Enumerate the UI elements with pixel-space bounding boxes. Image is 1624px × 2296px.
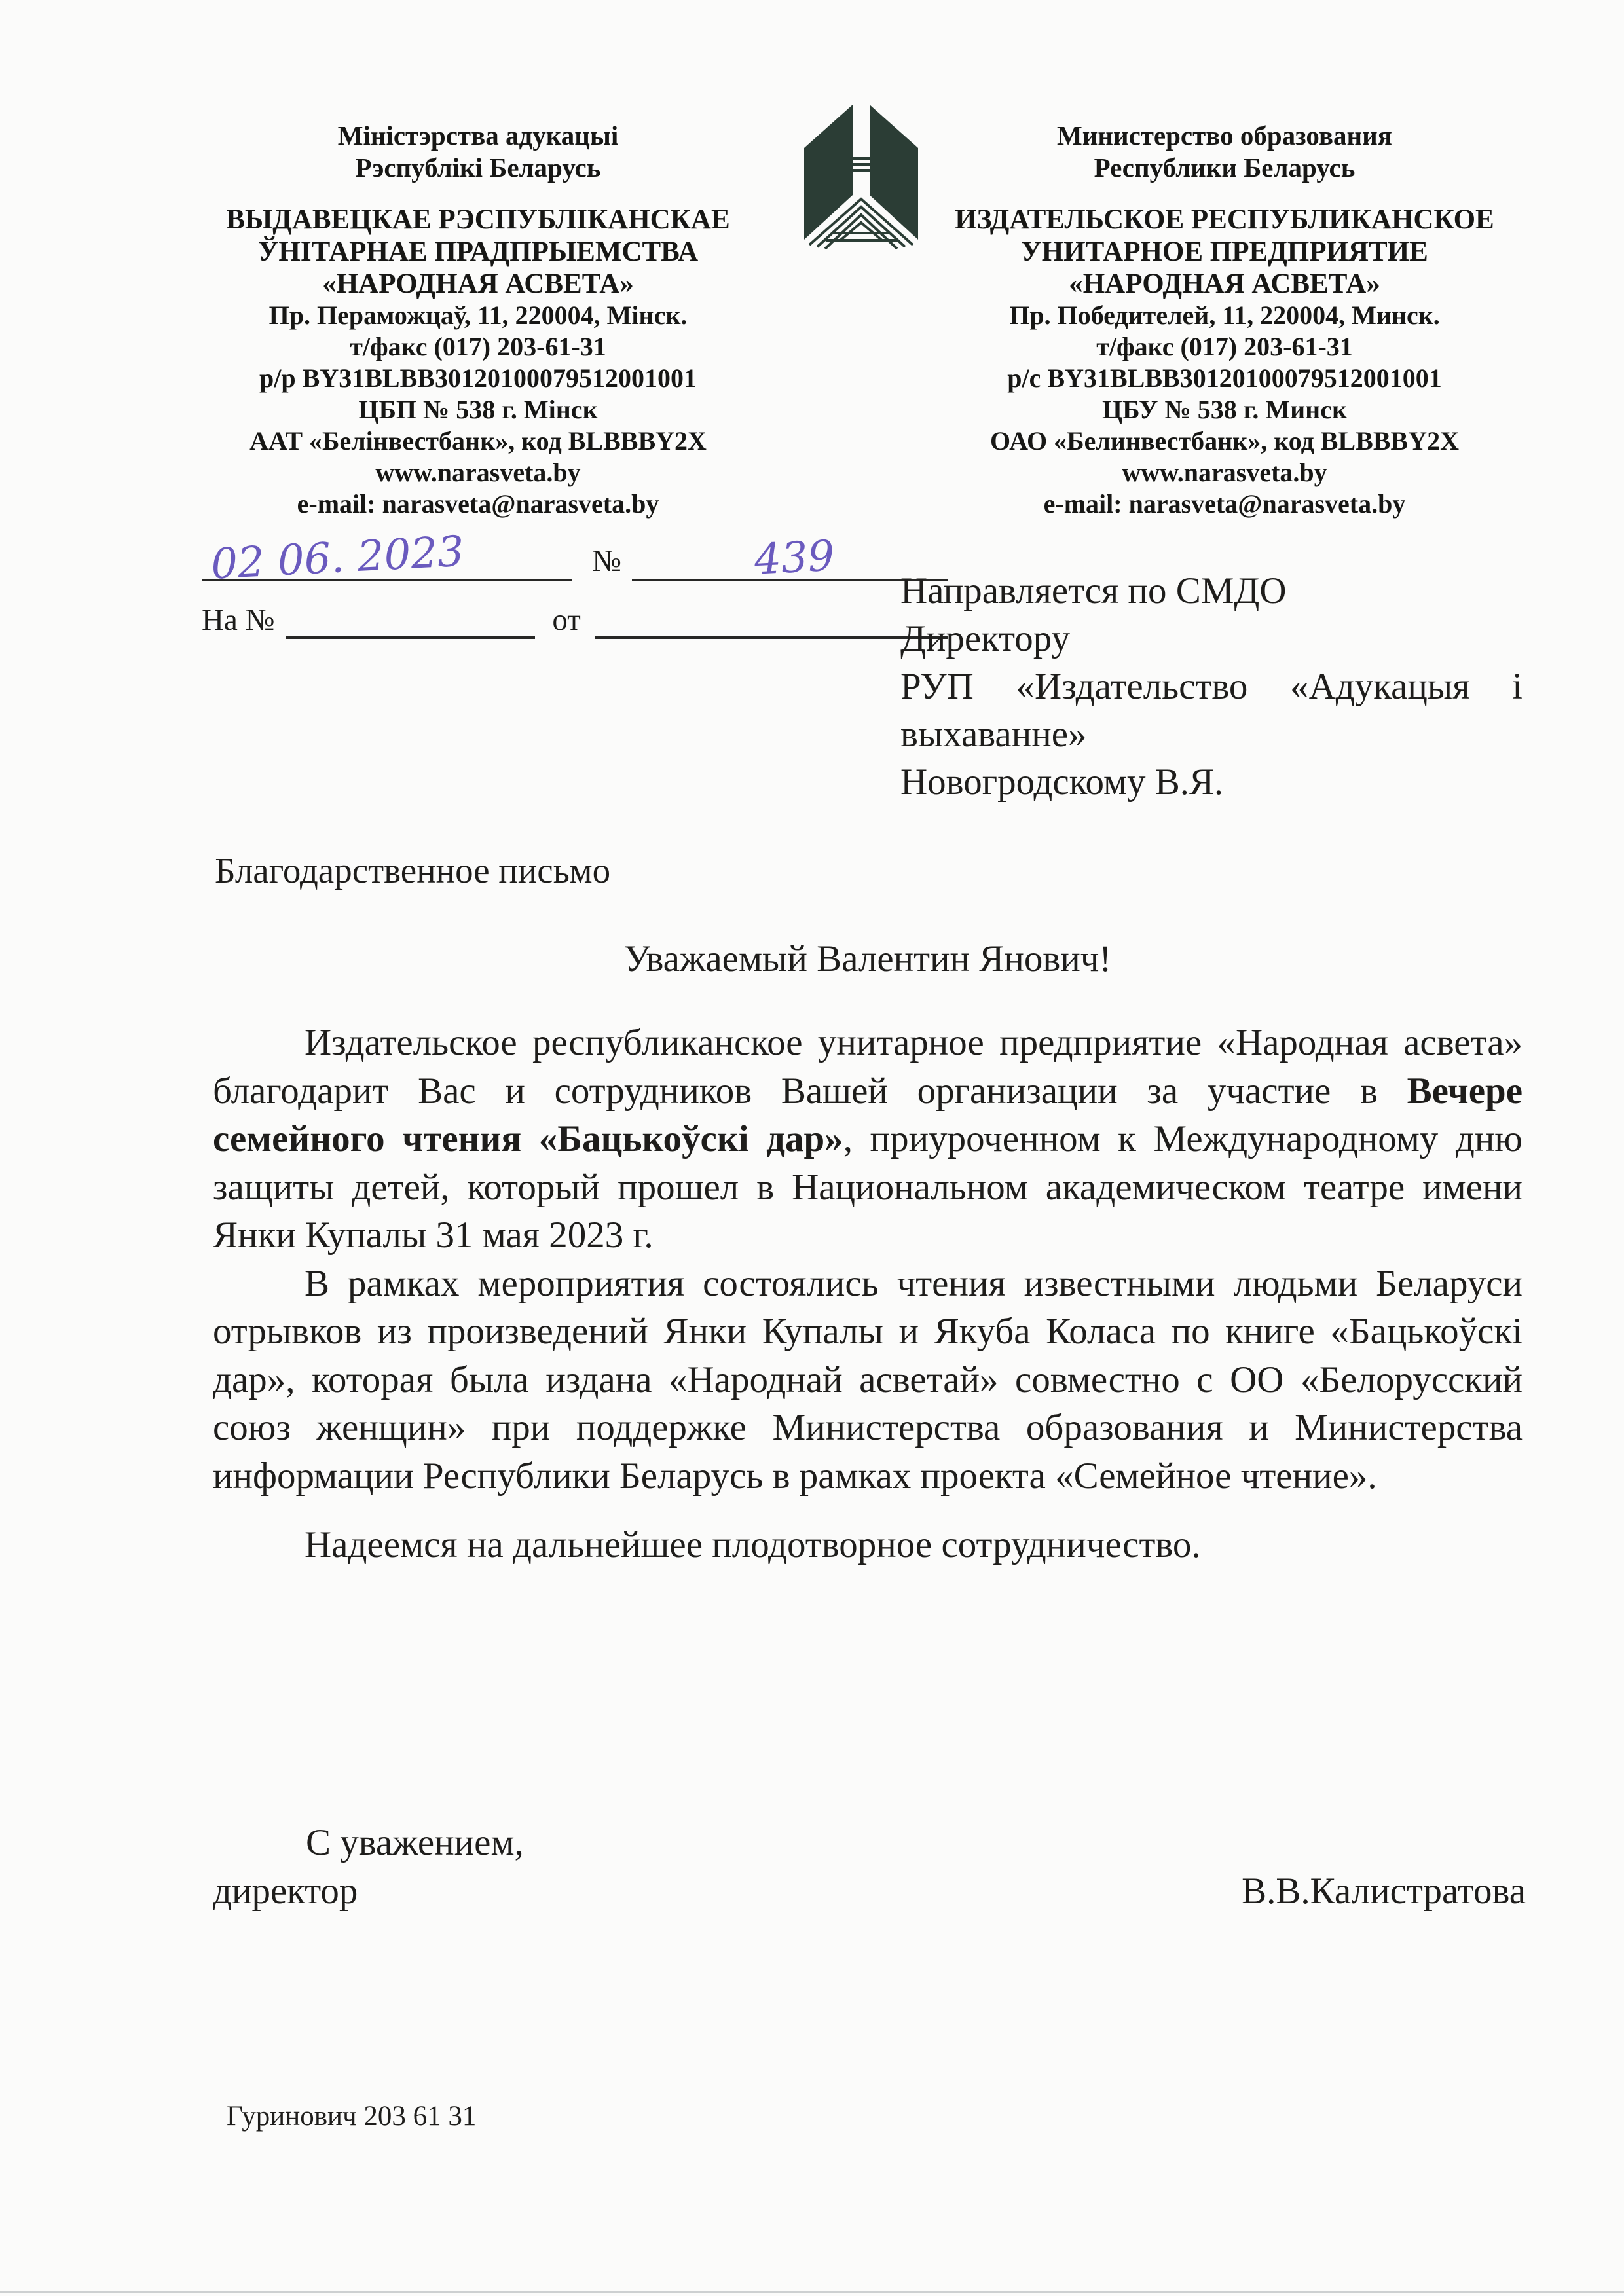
ministry-line: Министерство образования	[1057, 120, 1392, 151]
address-line: Пр. Пераможцаў, 11, 220004, Мінск.	[268, 301, 688, 330]
address-line: Пр. Победителей, 11, 220004, Минск.	[1009, 301, 1440, 330]
ministry-line: Республики Беларусь	[1094, 153, 1356, 183]
letterhead-belarusian-column	[164, 120, 792, 520]
paragraph-1	[213, 1019, 1522, 1260]
delivery-method-line: Направляется по СМДО	[900, 570, 1287, 611]
ministry-name-ru	[910, 120, 1539, 184]
signature-row	[213, 1870, 1526, 1912]
ministry-line: Міністэрства адукацыі	[337, 120, 619, 151]
account-line: р/р BY31BLBB30120100079512001001	[259, 363, 697, 393]
website-line: www.narasveta.by	[375, 458, 581, 487]
reference-block	[202, 519, 948, 639]
paragraph-1-tail: , приуроченном к Международному дню защиты детей, который прошел в Национальном академическом театре имени Янки Купалы 31 мая 2023 г.	[213, 1118, 1522, 1256]
number-sign-label: №	[592, 544, 621, 578]
org-details-by	[164, 300, 792, 520]
handwritten-number: 439	[753, 532, 836, 585]
org-name-by	[164, 204, 792, 300]
recipient-org-line2: выхаванне»	[900, 714, 1087, 755]
signer-name: В.В.Калистратова	[1242, 1870, 1526, 1912]
paragraph-2: В рамках мероприятия состоялись чтения известными людьми Беларуси отрывков из произведений Янки Купалы и Якуба Коласа по книге «Бацькоўскі дар», которая была издана «Народнай асветай» совместно с ОО «Белорусский союз женщин» при поддержке Министерства образования и Министерства информации Республики Беларусь в рамках проекта «Семейное чтение».	[213, 1262, 1522, 1497]
paragraph-3: Надеемся на дальнейшее плодотворное сотрудничество.	[304, 1524, 1201, 1565]
account-line: р/с BY31BLBB30120100079512001001	[1007, 363, 1442, 393]
signer-title: директор	[213, 1870, 358, 1912]
ministry-line: Рэспублікі Беларусь	[355, 153, 601, 183]
ministry-name-by	[164, 120, 792, 184]
event-name-bold: Вечере семейного чтения «Бацькоўскі дар»	[213, 1070, 1522, 1159]
fax-line: т/факс (017) 203-61-31	[350, 332, 606, 361]
bank-line: ОАО «Белинвестбанк», код BLBBBY2X	[990, 426, 1459, 456]
bank-branch-line: ЦБП № 538 г. Мінск	[358, 395, 598, 424]
bank-line: ААТ «Белінвестбанк», код BLBBBY2X	[249, 426, 707, 456]
letter-body	[213, 1019, 1522, 1569]
reply-ot-label: от	[552, 603, 581, 637]
org-name-ru	[910, 204, 1539, 300]
org-line: ИЗДАТЕЛЬСКОЕ РЕСПУБЛИКАНСКОЕ	[955, 204, 1494, 235]
org-line: «НАРОДНАЯ АСВЕТА»	[322, 268, 634, 299]
recipient-org-line: РУП «Издательство «Адукацыя і	[900, 666, 1522, 707]
reply-date-blank	[595, 636, 948, 639]
recipient-position-line: Директору	[900, 618, 1071, 659]
reply-na-label: На №	[202, 603, 275, 637]
salutation-line: Уважаемый Валентин Янович!	[623, 938, 1112, 979]
date-number-row	[202, 519, 948, 589]
bank-branch-line: ЦБУ № 538 г. Минск	[1101, 395, 1347, 424]
email-line: e-mail: narasveta@narasveta.by	[1043, 489, 1406, 519]
org-line: «НАРОДНАЯ АСВЕТА»	[1069, 268, 1380, 299]
org-details-ru	[910, 300, 1539, 520]
recipient-name-line: Новогродскому В.Я.	[900, 761, 1224, 803]
executor-contact-line: Гуринович 203 61 31	[227, 2101, 477, 2132]
website-line: www.narasveta.by	[1122, 458, 1327, 487]
reply-number-blank	[286, 636, 535, 639]
scan-edge-line	[0, 2291, 1624, 2293]
closing-line: С уважением,	[306, 1822, 524, 1863]
handwritten-date: 02 06. 2023	[210, 527, 466, 589]
org-line: ЎНІТАРНАЕ ПРАДПРЫЕМСТВА	[257, 236, 699, 267]
email-line: e-mail: narasveta@narasveta.by	[297, 489, 659, 519]
org-line: УНИТАРНОЕ ПРЕДПРИЯТИЕ	[1021, 236, 1428, 267]
recipient-block	[900, 567, 1522, 806]
date-field	[202, 527, 572, 589]
letterhead-russian-column	[910, 120, 1539, 520]
org-line: ВЫДАВЕЦКАЕ РЭСПУБЛІКАНСКАЕ	[226, 204, 730, 235]
paragraph-1-text: Издательское республиканское унитарное предприятие «Народная асвета» благодарит Вас и сотрудников Вашей организации за участие в	[213, 1022, 1522, 1112]
reply-to-row	[202, 589, 948, 639]
document-type-title: Благодарственное письмо	[215, 850, 611, 890]
fax-line: т/факс (017) 203-61-31	[1096, 332, 1353, 361]
